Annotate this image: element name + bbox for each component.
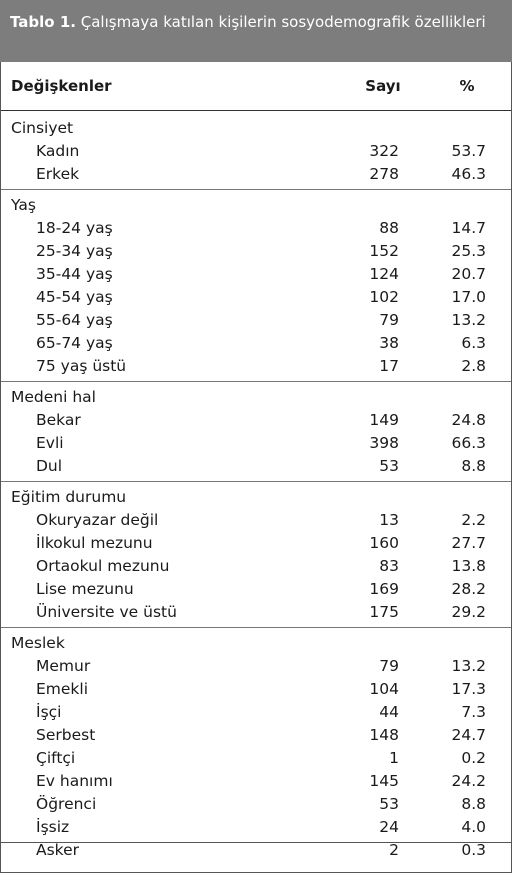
table-row [1, 724, 511, 747]
row-count: 53 [379, 457, 399, 475]
row-count: 79 [379, 311, 399, 329]
row-percent: 2.2 [461, 511, 486, 529]
caption-label: Tablo 1. [10, 13, 76, 31]
row-count: 13 [379, 511, 399, 529]
row-percent: 8.8 [461, 457, 486, 475]
row-percent: 7.3 [461, 703, 486, 721]
row-count: 169 [369, 580, 399, 598]
group-separator [1, 627, 511, 628]
row-label: 75 yaş üstü [36, 357, 127, 375]
row-percent: 14.7 [451, 219, 486, 237]
group-title-row [1, 486, 511, 509]
table-row [1, 240, 511, 263]
row-percent: 24.8 [451, 411, 486, 429]
group-separator [1, 189, 511, 190]
row-count: 53 [379, 795, 399, 813]
row-count: 175 [369, 603, 399, 621]
row-percent: 13.2 [451, 311, 486, 329]
row-count: 88 [379, 219, 399, 237]
table-row [1, 332, 511, 355]
row-percent: 17.0 [451, 288, 486, 306]
table-row [1, 140, 511, 163]
row-label: Okuryazar değil [36, 511, 159, 529]
row-label: 55-64 yaş [36, 311, 113, 329]
row-label: 25-34 yaş [36, 242, 113, 260]
table-header [1, 62, 511, 111]
row-percent: 0.3 [461, 841, 486, 859]
row-count: 152 [369, 242, 399, 260]
row-count: 148 [369, 726, 399, 744]
row-percent: 28.2 [451, 580, 486, 598]
row-label: Erkek [36, 165, 80, 183]
row-count: 145 [369, 772, 399, 790]
table-row [1, 309, 511, 332]
row-count: 83 [379, 557, 399, 575]
row-label: Dul [36, 457, 63, 475]
row-label: İşçi [36, 703, 62, 721]
table-row [1, 770, 511, 793]
row-label: Öğrenci [36, 795, 97, 813]
data-table [0, 62, 512, 873]
table-row [1, 601, 511, 624]
row-count: 398 [369, 434, 399, 452]
row-count: 79 [379, 657, 399, 675]
row-count: 24 [379, 818, 399, 836]
row-percent: 24.7 [451, 726, 486, 744]
row-count: 322 [369, 142, 399, 160]
row-percent: 27.7 [451, 534, 486, 552]
row-count: 102 [369, 288, 399, 306]
row-label: 65-74 yaş [36, 334, 113, 352]
row-percent: 8.8 [461, 795, 486, 813]
row-label: Kadın [36, 142, 80, 160]
table-row [1, 578, 511, 601]
row-label: Evli [36, 434, 64, 452]
row-percent: 13.2 [451, 657, 486, 675]
row-percent: 0.2 [461, 749, 486, 767]
group-title: Yaş [11, 196, 36, 214]
header-count: Sayı [365, 77, 401, 95]
table-row [1, 655, 511, 678]
row-label: Ev hanımı [36, 772, 113, 790]
row-percent: 29.2 [451, 603, 486, 621]
row-percent: 2.8 [461, 357, 486, 375]
table-row [1, 555, 511, 578]
row-label: 45-54 yaş [36, 288, 113, 306]
row-percent: 4.0 [461, 818, 486, 836]
table-row [1, 263, 511, 286]
row-count: 1 [389, 749, 399, 767]
row-percent: 17.3 [451, 680, 486, 698]
group-title: Meslek [11, 634, 65, 652]
table-row [1, 409, 511, 432]
row-count: 278 [369, 165, 399, 183]
table-row [1, 509, 511, 532]
row-count: 160 [369, 534, 399, 552]
row-label: Serbest [36, 726, 96, 744]
table-row [1, 747, 511, 770]
group-title-row [1, 194, 511, 217]
table-row [1, 793, 511, 816]
group-title: Medeni hal [11, 388, 96, 406]
group-title-row [1, 117, 511, 140]
row-label: Asker [36, 841, 80, 859]
caption-text: Çalışmaya katılan kişilerin sosyodemografik özellikleri [80, 13, 486, 31]
row-label: 35-44 yaş [36, 265, 113, 283]
row-percent: 6.3 [461, 334, 486, 352]
table-row [1, 455, 511, 478]
row-label: Ortaokul mezunu [36, 557, 170, 575]
group-title-row [1, 386, 511, 409]
row-percent: 13.8 [451, 557, 486, 575]
header-variables: Değişkenler [11, 77, 112, 95]
row-label: Bekar [36, 411, 81, 429]
row-count: 44 [379, 703, 399, 721]
row-label: İşsiz [36, 818, 70, 836]
table-caption [0, 0, 512, 62]
row-label: Çiftçi [36, 749, 76, 767]
table-row [1, 839, 511, 862]
group-separator [1, 481, 511, 482]
row-percent: 25.3 [451, 242, 486, 260]
table-row [1, 163, 511, 186]
table-row [1, 355, 511, 378]
row-percent: 46.3 [451, 165, 486, 183]
group-title: Cinsiyet [11, 119, 74, 137]
row-label: İlkokul mezunu [36, 534, 153, 552]
header-percent: % [459, 77, 475, 95]
table-row [1, 678, 511, 701]
group-separator [1, 381, 511, 382]
row-count: 17 [379, 357, 399, 375]
group-title-row [1, 632, 511, 655]
table-row [1, 286, 511, 309]
group-title: Eğitim durumu [11, 488, 127, 506]
row-count: 149 [369, 411, 399, 429]
row-percent: 20.7 [451, 265, 486, 283]
row-count: 38 [379, 334, 399, 352]
table-row [1, 217, 511, 240]
row-label: Lise mezunu [36, 580, 134, 598]
row-label: Üniversite ve üstü [36, 603, 177, 621]
table-row [1, 701, 511, 724]
row-count: 104 [369, 680, 399, 698]
table-row [1, 816, 511, 839]
row-label: Emekli [36, 680, 89, 698]
table-row [1, 532, 511, 555]
row-label: Memur [36, 657, 91, 675]
row-label: 18-24 yaş [36, 219, 113, 237]
table-row [1, 432, 511, 455]
row-percent: 24.2 [451, 772, 486, 790]
row-count: 2 [389, 841, 399, 859]
row-percent: 66.3 [451, 434, 486, 452]
row-percent: 53.7 [451, 142, 486, 160]
row-count: 124 [369, 265, 399, 283]
